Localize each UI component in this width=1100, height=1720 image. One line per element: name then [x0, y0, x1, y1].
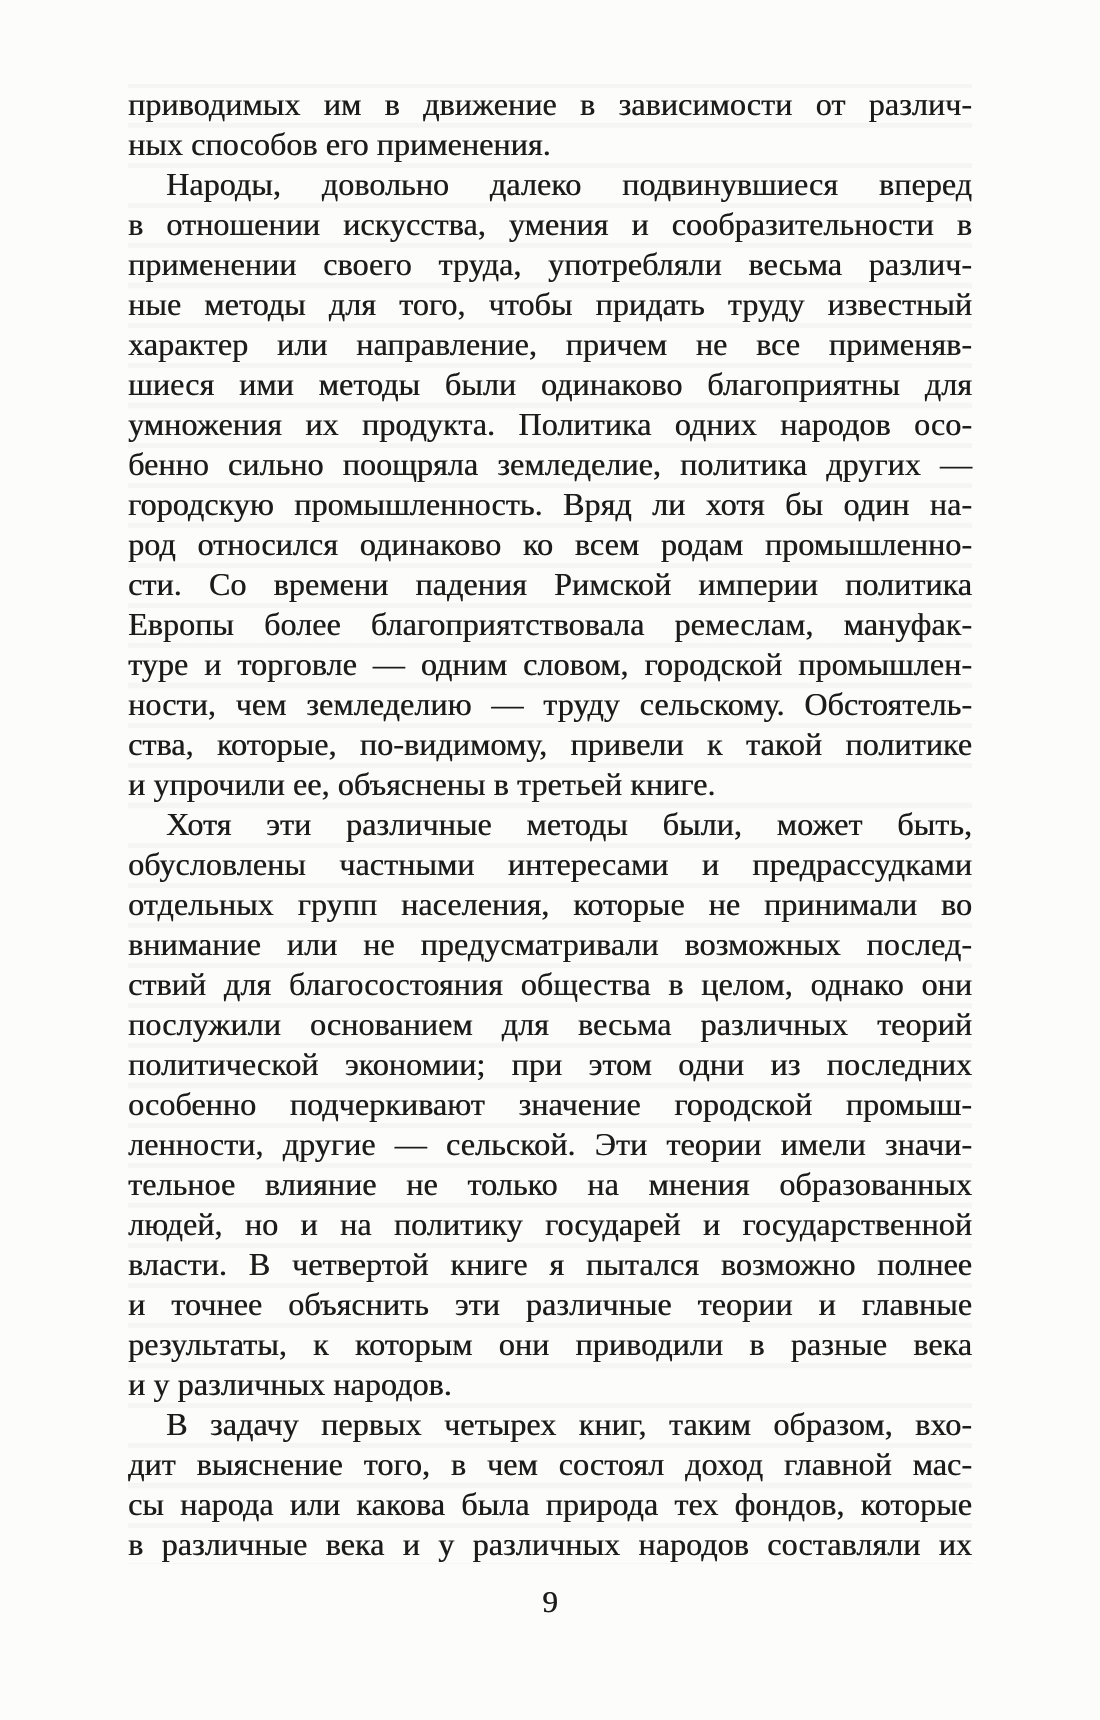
- text-line: умножения их продукта. Политика одних народов осо-: [128, 406, 972, 442]
- text-line: власти. В четвертой книге я пытался возможно полнее: [128, 1246, 972, 1282]
- text-line: применении своего труда, употребляли весьма различ-: [128, 246, 972, 282]
- text-block: [128, 84, 972, 1564]
- text-line: результаты, к которым они приводили в разные века: [128, 1326, 972, 1362]
- text-line: послужили основанием для весьма различных теорий: [128, 1006, 972, 1042]
- text-line: в отношении искусства, умения и сообразительности в: [128, 206, 972, 242]
- text-line: внимание или не предусматривали возможных послед-: [128, 926, 972, 962]
- text-line: Европы более благоприятствовала ремеслам, мануфак-: [128, 606, 972, 642]
- text-line: бенно сильно поощряла земледелие, политика других —: [128, 446, 972, 482]
- text-line: Народы, довольно далеко подвинувшиеся вперед: [166, 166, 972, 202]
- text-line: и точнее объяснить эти различные теории и главные: [128, 1286, 972, 1322]
- text-line: сти. Со времени падения Римской империи политика: [128, 566, 972, 602]
- text-line: туре и торговле — одним словом, городской промышлен-: [128, 646, 972, 682]
- text-line: городскую промышленность. Вряд ли хотя бы один на-: [128, 486, 972, 522]
- text-line: характер или направление, причем не все применяв-: [128, 326, 972, 362]
- text-line: дит выяснение того, в чем состоял доход главной мас-: [128, 1446, 972, 1482]
- paragraph: [128, 164, 972, 804]
- text-line: В задачу первых четырех книг, таким образом, вхо-: [166, 1406, 972, 1442]
- text-line: приводимых им в движение в зависимости от различ-: [128, 86, 972, 122]
- text-line: ные методы для того, чтобы придать труду известный: [128, 286, 972, 322]
- text-line: ства, которые, по-видимому, привели к такой политике: [128, 726, 972, 762]
- text-line: особенно подчеркивают значение городской промыш-: [128, 1086, 972, 1122]
- text-line: шиеся ими методы были одинаково благоприятны для: [128, 366, 972, 402]
- text-line: ствий для благосостояния общества в целом, однако они: [128, 966, 972, 1002]
- text-line: отдельных групп населения, которые не принимали во: [128, 886, 972, 922]
- text-line: и упрочили ее, объяснены в третьей книге.: [128, 766, 716, 802]
- paragraph: [128, 804, 972, 1404]
- text-line: обусловлены частными интересами и предрассудками: [128, 846, 972, 882]
- text-line: ных способов его применения.: [128, 126, 551, 162]
- paragraph: [128, 84, 972, 164]
- page-number: 9: [542, 1584, 558, 1619]
- text-line: ности, чем земледелию — труду сельскому. Обстоятель-: [128, 686, 972, 722]
- paragraph: [128, 1404, 972, 1564]
- text-line: сы народа или какова была природа тех фондов, которые: [128, 1486, 972, 1522]
- text-line: и у различных народов.: [128, 1366, 452, 1402]
- text-line: Хотя эти различные методы были, может быть,: [166, 806, 972, 842]
- text-line: в различные века и у различных народов составляли их: [128, 1526, 972, 1562]
- text-line: род относился одинаково ко всем родам промышленно-: [128, 526, 972, 562]
- text-line: ленности, другие — сельской. Эти теории имели значи-: [128, 1126, 972, 1162]
- text-line: политической экономии; при этом одни из последних: [128, 1046, 972, 1082]
- text-line: тельное влияние не только на мнения образованных: [128, 1166, 972, 1202]
- text-line: людей, но и на политику государей и государственной: [128, 1206, 972, 1242]
